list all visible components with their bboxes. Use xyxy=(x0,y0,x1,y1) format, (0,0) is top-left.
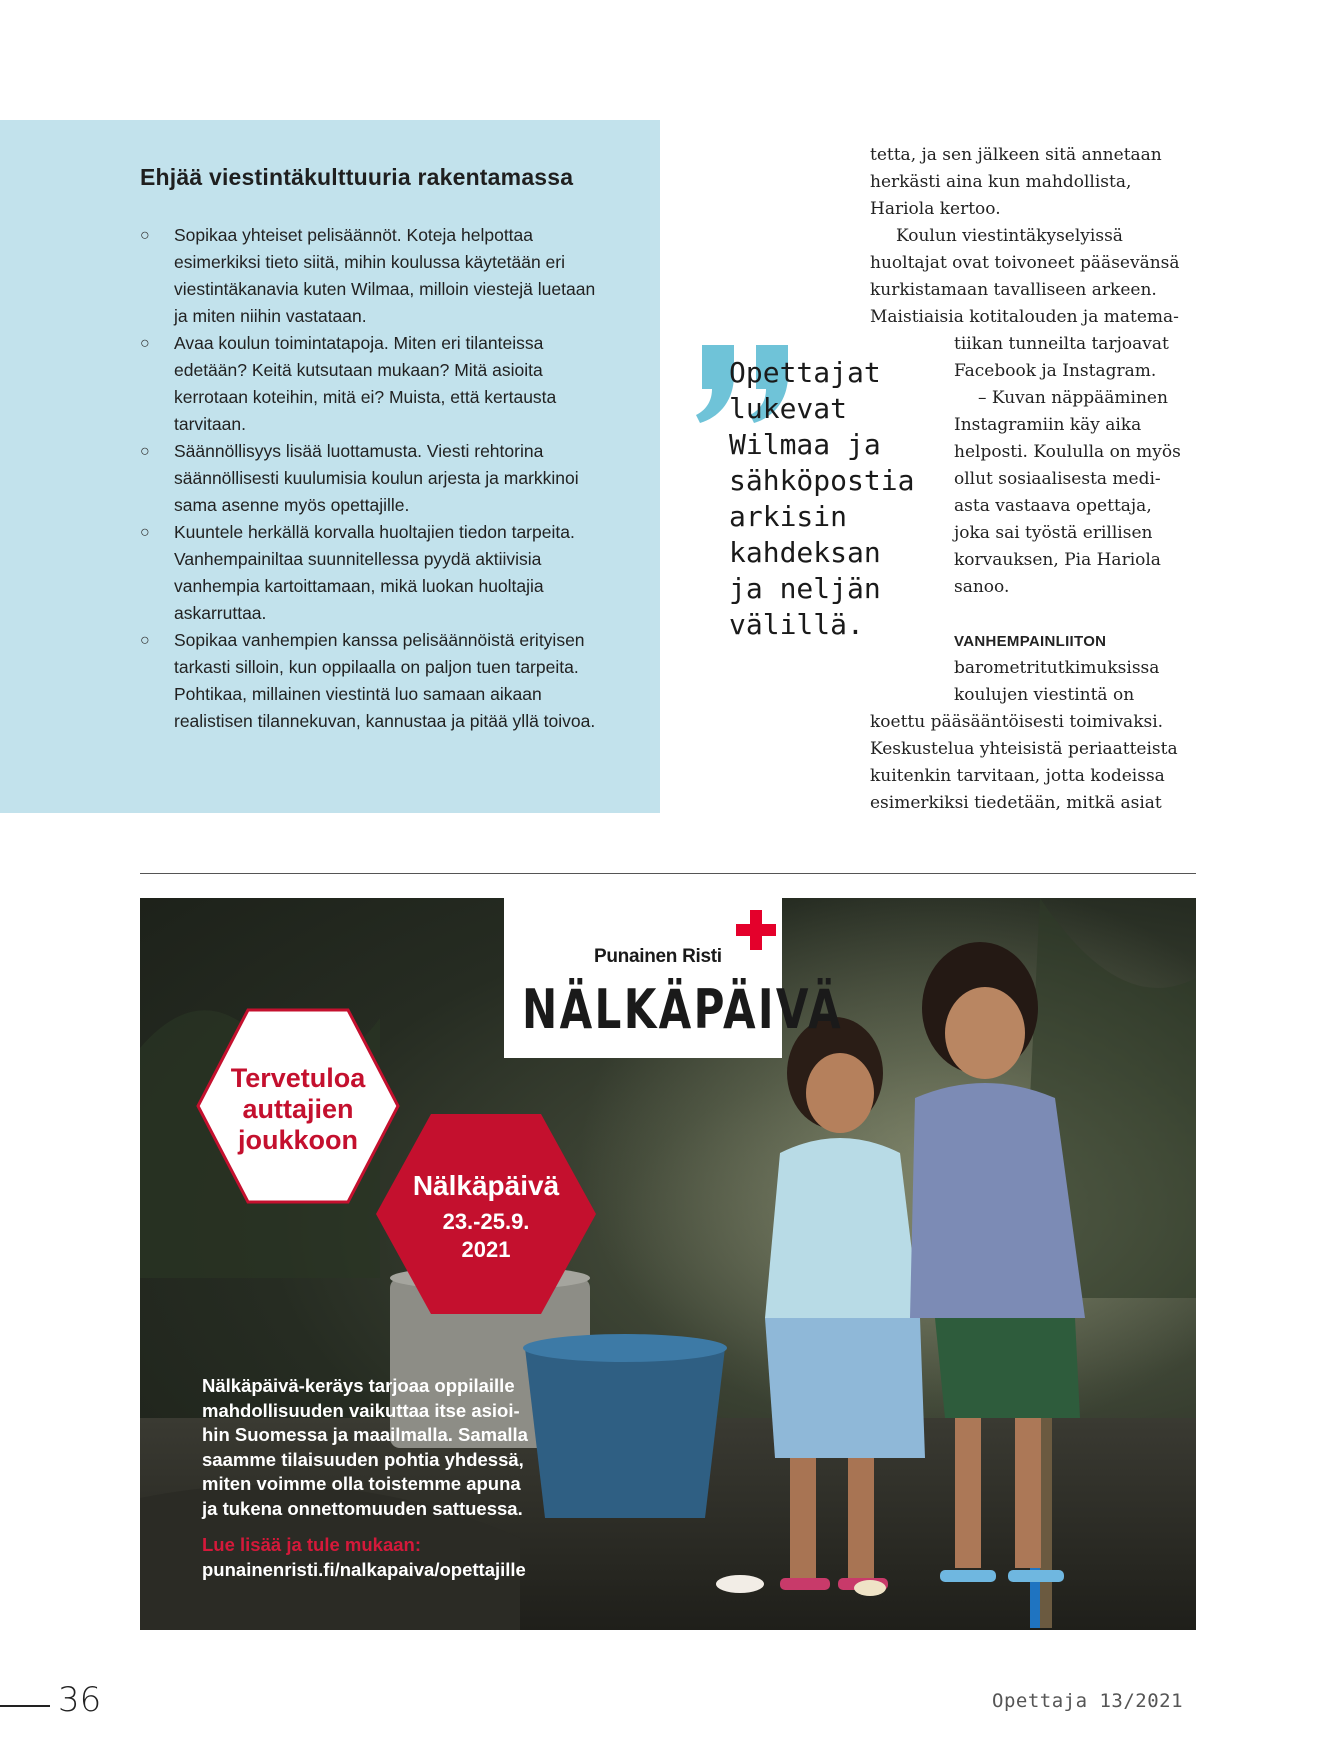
article-line: ollut sosiaalisesta medi- xyxy=(954,469,1161,489)
article-line: Maistiaisia kotitalouden ja matema- xyxy=(870,307,1179,327)
bullet-icon: ○ xyxy=(140,443,150,460)
bullet-icon: ○ xyxy=(140,524,150,541)
article-line: kuitenkin tarvitaan, jotta kodeissa xyxy=(870,766,1165,786)
article-line: tetta, ja sen jälkeen sitä annetaan xyxy=(870,145,1162,165)
logo-org-name: Punainen Risti xyxy=(594,946,722,967)
ad-call-to-action: Lue lisää ja tule mukaan: xyxy=(202,1534,421,1555)
list-item: ○ Sopikaa vanhempien kanssa pelisäännöistä erityisen tarkasti silloin, kun oppilaalla on paljon tuen tarpeita. Pohtikaa, millainen viestintä luo samaan aikaan realistisen tilannekuvan, kannustaa ja pitää yllä toivoa. xyxy=(140,627,610,735)
list-item: ○ Säännöllisyys lisää luottamusta. Viesti rehtorina säännöllisesti kuulumisia koulun arjesta ja markkinoi sama asenne myös opettajille. xyxy=(140,438,610,519)
info-box-title: Ehjää viestintäkulttuuria rakentamassa xyxy=(140,164,574,190)
info-box xyxy=(0,120,660,813)
event-dates: 23.-25.9. 2021 xyxy=(442,1209,530,1262)
list-item: ○ Sopikaa yhteiset pelisäännöt. Koteja helpottaa esimerkiksi tieto siitä, mihin koulussa käytetään eri viestintäkanavia kuten Wilmaa, milloin viestejä luetaan ja miten niihin vastataan. xyxy=(140,222,610,330)
red-cross-icon xyxy=(736,910,776,950)
article-line-caps: VANHEMPAINLIITON xyxy=(954,633,1107,650)
article-line: helposti. Koululla on myös xyxy=(954,442,1181,462)
article-line: – Kuvan näppääminen xyxy=(978,388,1168,408)
info-box-list xyxy=(140,222,610,735)
logo-campaign-title: NÄLKÄPÄIVÄ xyxy=(522,978,843,1041)
punainen-risti-logo xyxy=(504,898,843,1058)
list-item: ○ Avaa koulun toimintatapoja. Miten eri tilanteissa edetään? Keitä kutsutaan mukaan? Mitä asioita kerrotaan koteihin, mitä ei? Muista, että kertausta tarvitaan. xyxy=(140,330,610,438)
section-divider xyxy=(140,873,1196,874)
article-line: koulujen viestintä on xyxy=(954,685,1135,705)
article-line: asta vastaava opettaja, xyxy=(954,496,1152,516)
ad-body-text: Nälkäpäivä-keräys tarjoaa oppilaille mahdollisuuden vaikuttaa itse asioi- hin Suomessa ja maailmalla. Samalla saamme tilaisuuden pohtia yhdessä, miten voimme olla toistemme apuna ja tukena onnettomuuden sattuessa. xyxy=(202,1375,528,1519)
list-item: ○ Kuuntele herkällä korvalla huoltajien tiedon tarpeita. Vanhempainiltaa suunnitellessa pyydä aktiivisia vanhempia kartoittamaan, mikä luokan huoltajia askarruttaa. xyxy=(140,519,610,627)
welcome-text: Tervetuloa auttajien joukkoon xyxy=(230,1063,366,1155)
article-line: herkästi aina kun mahdollista, xyxy=(870,172,1132,192)
article-line: Instagramiin käy aika xyxy=(954,415,1142,435)
article-line: sanoo. xyxy=(954,577,1010,597)
article-line: barometritutkimuksissa xyxy=(954,658,1160,678)
article-line: huoltajat ovat toivoneet pääsevänsä xyxy=(870,253,1180,273)
footer-rule xyxy=(0,1705,50,1707)
article-line: tiikan tunneilta tarjoavat xyxy=(954,334,1169,354)
article-line: kurkistamaan tavalliseen arkeen. xyxy=(870,280,1157,300)
ad-url-link[interactable]: punainenristi.fi/nalkapaiva/opettajille xyxy=(202,1559,526,1580)
article-line: koettu pääsääntöisesti toimivaksi. xyxy=(870,712,1164,732)
article-line: esimerkiksi tiedetään, mitkä asiat xyxy=(870,793,1162,813)
bullet-icon: ○ xyxy=(140,227,150,244)
event-name: Nälkäpäivä xyxy=(412,1170,560,1201)
bullet-icon: ○ xyxy=(140,632,150,649)
issue-label: Opettaja 13/2021 xyxy=(992,1690,1184,1712)
article-line: Hariola kertoo. xyxy=(870,199,1001,219)
article-line: joka sai työstä erillisen xyxy=(954,523,1153,543)
article-line: korvauksen, Pia Hariola xyxy=(954,550,1161,570)
nalkapaiva-advertisement xyxy=(140,898,1196,1630)
bullet-icon: ○ xyxy=(140,335,150,352)
pull-quote: Opettajat lukevat Wilmaa ja sähköpostia arkisin kahdeksan ja neljän välillä. xyxy=(729,356,915,641)
article-line: Koulun viestintäkyselyissä xyxy=(896,226,1123,246)
article-line: Keskustelua yhteisistä periaatteista xyxy=(870,739,1178,759)
page-number: 36 xyxy=(58,1680,102,1720)
article-line: Facebook ja Instagram. xyxy=(954,361,1157,381)
